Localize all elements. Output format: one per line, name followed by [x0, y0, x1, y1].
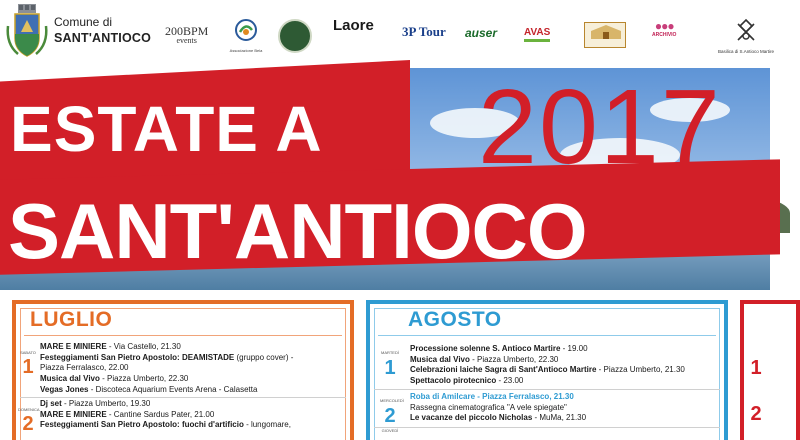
papal-keys-icon: [733, 18, 759, 42]
event-list: [410, 344, 720, 387]
sponsor-bela-logo: [228, 18, 264, 53]
event-item: Piazza Ferralasco, 22.00: [40, 363, 129, 373]
sponsor-3ptour-logo: [402, 24, 446, 40]
comune-line2: SANT'ANTIOCO: [54, 31, 152, 45]
sponsor-3ptour-text: 3P Tour: [402, 24, 446, 39]
sponsor-bela-label: Associazione Bela: [229, 48, 263, 53]
day-name: MERCOLEDÌ: [380, 398, 404, 403]
event-list: [40, 342, 346, 396]
day-name: MARTEDÌ: [381, 350, 399, 355]
day-name: DOMENICA: [18, 407, 40, 412]
comune-line1: Comune di: [54, 15, 113, 29]
sponsor-avas-text: AVAS: [524, 27, 551, 38]
event-item: MARE E MINIERE - Cantine Sardus Pater, 21.00: [40, 409, 215, 419]
event-item: Festeggiamenti San Pietro Apostolo: fuochi d'artificio - lungomare,: [40, 420, 291, 430]
event-item: Musica dal Vivo - Piazza Umberto, 22.30: [40, 374, 189, 384]
luglio-card: [12, 300, 354, 440]
event-item-highlighted: Roba di Amilcare - Piazza Ferralasco, 21.30: [410, 392, 574, 401]
title-santantioco: SANT'ANTIOCO: [8, 187, 587, 275]
event-item: Dj set - Piazza Umberto, 19.30: [40, 399, 151, 408]
event-item: Rassegna cinematografica "A vele spiegate": [410, 402, 567, 412]
sponsor-basilica-label: Basilica di S.Antioco Martire: [718, 49, 775, 54]
sponsor-avas-logo: [524, 27, 550, 42]
arch-building-icon: [585, 23, 627, 41]
sponsor-200bpm-sub: events: [176, 36, 197, 45]
event-item: Processione solenne S. Antioco Martire - 19.00: [410, 344, 588, 353]
event-item: MARE E MINIERE - Via Castello, 21.30: [40, 342, 181, 351]
event-item: Celebrazioni laiche Sagra di Sant'Antioco Martire - Piazza Umberto, 21.30: [410, 365, 685, 375]
settembre-card: [740, 300, 800, 440]
day-number: 1: [22, 356, 34, 378]
sponsor-auser-text: auser: [465, 26, 498, 40]
event-item: Festeggiamenti San Pietro Apostolo: DEAMISTADE (gruppo cover) -: [40, 352, 294, 362]
event-list: [40, 399, 346, 431]
title-banner: [0, 68, 770, 290]
sponsor-200bpm-logo: [165, 26, 208, 46]
comune-name: [54, 14, 151, 46]
title-year: 2017: [478, 68, 722, 186]
sponsor-archivio-logo: [652, 20, 676, 38]
comune-crest-logo: [6, 4, 48, 60]
bela-swirl-icon: [234, 18, 258, 42]
day-name: GIOVEDÌ: [381, 428, 399, 433]
sponsor-200bpm-text: 200BPM: [165, 24, 209, 38]
day-number: 2: [750, 403, 762, 425]
archivio-dots-icon: ●●●: [654, 19, 674, 33]
event-item: Le vacanze del piccolo Nicholas - MuMa, 21.30: [410, 413, 587, 423]
sponsor-laore-text: Laore: [333, 17, 374, 34]
sponsor-auser-logo: [465, 26, 497, 40]
day-number: 2: [384, 405, 396, 427]
day-number: 1: [384, 357, 396, 379]
day-number: 1: [750, 357, 762, 379]
sponsor-bar: [0, 0, 775, 68]
agosto-card: [366, 300, 728, 440]
sponsor-archdiocese-logo: [584, 22, 626, 48]
event-item: Spettacolo pirotecnico - 23.00: [410, 376, 524, 386]
agosto-title: AGOSTO: [408, 308, 502, 331]
sponsor-laore-logo: [333, 18, 374, 47]
sponsor-basilica-logo: [718, 18, 774, 54]
sponsor-archivio-text: ARCHIVIO: [652, 32, 677, 38]
day-number: 2: [22, 413, 34, 435]
event-item: Musica dal Vivo - Piazza Umberto, 22.30: [410, 354, 559, 364]
title-estate: ESTATE A: [10, 93, 323, 165]
event-item: Vegas Jones - Discoteca Aquarium Events Arena - Calasetta: [40, 384, 258, 394]
luglio-title: LUGLIO: [30, 308, 113, 331]
sponsor-round-photo-logo: [278, 19, 312, 53]
day-name: SABATO: [20, 350, 36, 355]
event-list: [410, 392, 720, 424]
